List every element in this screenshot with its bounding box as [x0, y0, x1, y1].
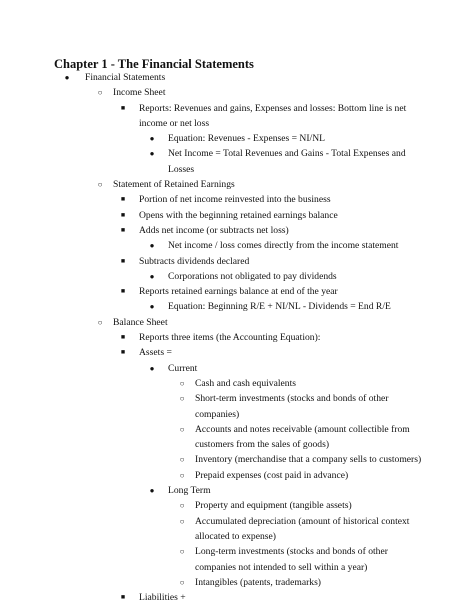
outline-item-level-0 — [0, 70, 474, 85]
outline-item-level-4 — [0, 407, 474, 422]
outline-item-text: Adds net income (or subtracts net loss) — [139, 224, 289, 236]
bullet-icon: ○ — [179, 577, 185, 587]
outline-item-text: Property and equipment (tangible assets) — [195, 500, 352, 512]
outline-item-level-4 — [0, 468, 474, 483]
outline-item-text: Portion of net income reinvested into the business — [139, 194, 331, 206]
bullet-icon: ○ — [179, 547, 185, 557]
outline-item-text: Long-term investments (stocks and bonds of other — [195, 546, 388, 558]
bullet-icon: ○ — [179, 378, 185, 388]
bullet-icon: ○ — [179, 455, 185, 465]
page-title: Chapter 1 - The Financial Statements — [54, 57, 254, 71]
outline-item-level-2 — [0, 223, 474, 238]
outline-item-level-3 — [0, 299, 474, 314]
outline-item-level-4 — [0, 376, 474, 391]
outline-item-text: companies) — [195, 408, 240, 420]
outline-item-level-3 — [0, 361, 474, 376]
outline-item-level-2 — [0, 590, 474, 605]
bullet-icon: ● — [149, 271, 155, 281]
bullet-icon: ● — [64, 73, 70, 82]
outline-item-level-1 — [0, 177, 474, 192]
outline-item-level-4 — [0, 544, 474, 559]
outline-item-level-2 — [0, 254, 474, 269]
outline-item-text: Losses — [168, 163, 195, 175]
outline-item-text: Reports three items (the Accounting Equation): — [139, 332, 321, 344]
outline-item-text: Current — [168, 362, 198, 374]
bullet-icon: ● — [149, 241, 155, 251]
bullet-icon: ● — [149, 363, 155, 373]
outline-item-level-4 — [0, 560, 474, 575]
outline-item-level-4 — [0, 514, 474, 529]
outline-item-text: Subtracts dividends declared — [139, 255, 250, 267]
bullet-icon: ■ — [120, 333, 126, 342]
bullet-icon: ■ — [120, 103, 126, 112]
outline-item-level-1 — [0, 85, 474, 100]
outline-item-level-4 — [0, 529, 474, 544]
outline-item-text: Opens with the beginning retained earnings balance — [139, 209, 338, 221]
bullet-icon: ■ — [120, 287, 126, 296]
outline-item-text: Balance Sheet — [113, 316, 168, 328]
outline-item-text: companies not intended to sell within a year) — [195, 561, 368, 573]
outline-item-level-1 — [0, 315, 474, 330]
outline-item-text: Net income / loss comes directly from the income statement — [168, 240, 399, 252]
bullet-icon: ○ — [97, 88, 103, 98]
bullet-icon: ○ — [97, 180, 103, 190]
outline-item-text: Financial Statements — [85, 72, 166, 83]
outline-item-level-4 — [0, 391, 474, 406]
outline-item-level-2 — [0, 330, 474, 345]
bullet-icon: ■ — [120, 195, 126, 204]
outline-item-text: allocated to expense) — [195, 530, 276, 542]
outline-item-text: Reports: Revenues and gains, Expenses and losses: Bottom line is net — [139, 102, 407, 114]
outline-item-text: Corporations not obligated to pay dividends — [168, 270, 337, 282]
outline-item-level-3 — [0, 269, 474, 284]
bullet-icon: ● — [149, 302, 155, 312]
outline-item-level-3 — [0, 238, 474, 253]
outline-item-text: customers from the sales of goods) — [195, 439, 330, 451]
outline-item-text: Accounts and notes receivable (amount collectible from — [195, 423, 410, 435]
outline-item-level-3 — [0, 483, 474, 498]
bullet-icon: ■ — [120, 348, 126, 357]
bullet-icon: ● — [149, 486, 155, 496]
outline-item-text: Liabilities + — [139, 592, 186, 604]
bullet-icon: ○ — [179, 470, 185, 480]
outline-item-text: Short-term investments (stocks and bonds of other — [195, 393, 389, 405]
outline-item-level-3 — [0, 131, 474, 146]
outline-item-level-4 — [0, 498, 474, 513]
bullet-icon: ■ — [120, 210, 126, 219]
outline-item-level-3 — [0, 162, 474, 177]
bullet-icon: ■ — [120, 256, 126, 265]
outline-item-text: Net Income = Total Revenues and Gains - Total Expenses and — [168, 148, 406, 160]
outline-item-text: Statement of Retained Earnings — [113, 179, 235, 191]
outline-item-level-2 — [0, 116, 474, 131]
outline-item-level-3 — [0, 146, 474, 161]
outline-item-level-4 — [0, 575, 474, 590]
outline-item-text: Assets = — [139, 347, 172, 359]
bullet-icon: ● — [149, 134, 155, 144]
outline-item-level-2 — [0, 284, 474, 299]
bullet-icon: ■ — [120, 593, 126, 602]
outline-item-level-4 — [0, 437, 474, 452]
outline-item-text: income or net loss — [139, 117, 210, 129]
outline-item-text: Prepaid expenses (cost paid in advance) — [195, 469, 349, 481]
outline-item-text: Equation: Beginning R/E + NI/NL - Dividends = End R/E — [168, 301, 391, 313]
bullet-icon: ● — [149, 149, 155, 159]
outline-item-text: Inventory (merchandise that a company sells to customers) — [195, 454, 422, 466]
outline-item-text: Equation: Revenues - Expenses = NI/NL — [168, 133, 326, 145]
outline-item-level-2 — [0, 345, 474, 360]
outline-item-level-4 — [0, 452, 474, 467]
outline-item-level-2 — [0, 192, 474, 207]
bullet-icon: ○ — [179, 424, 185, 434]
outline-item-text: Long Term — [168, 485, 211, 497]
outline-item-text: Income Sheet — [113, 87, 166, 99]
outline-item-text: Cash and cash equivalents — [195, 377, 296, 389]
outline-item-text: Accumulated depreciation (amount of historical context — [195, 515, 410, 527]
outline-item-text: Reports retained earnings balance at end of the year — [139, 286, 338, 298]
bullet-icon: ○ — [97, 317, 103, 327]
outline-item-level-2 — [0, 208, 474, 223]
bullet-icon: ○ — [179, 501, 185, 511]
outline-item-level-4 — [0, 422, 474, 437]
outline-list — [0, 70, 474, 605]
outline-item-level-2 — [0, 101, 474, 116]
bullet-icon: ○ — [179, 394, 185, 404]
bullet-icon: ○ — [179, 516, 185, 526]
bullet-icon: ■ — [120, 225, 126, 234]
outline-item-text: Intangibles (patents, trademarks) — [195, 576, 322, 588]
